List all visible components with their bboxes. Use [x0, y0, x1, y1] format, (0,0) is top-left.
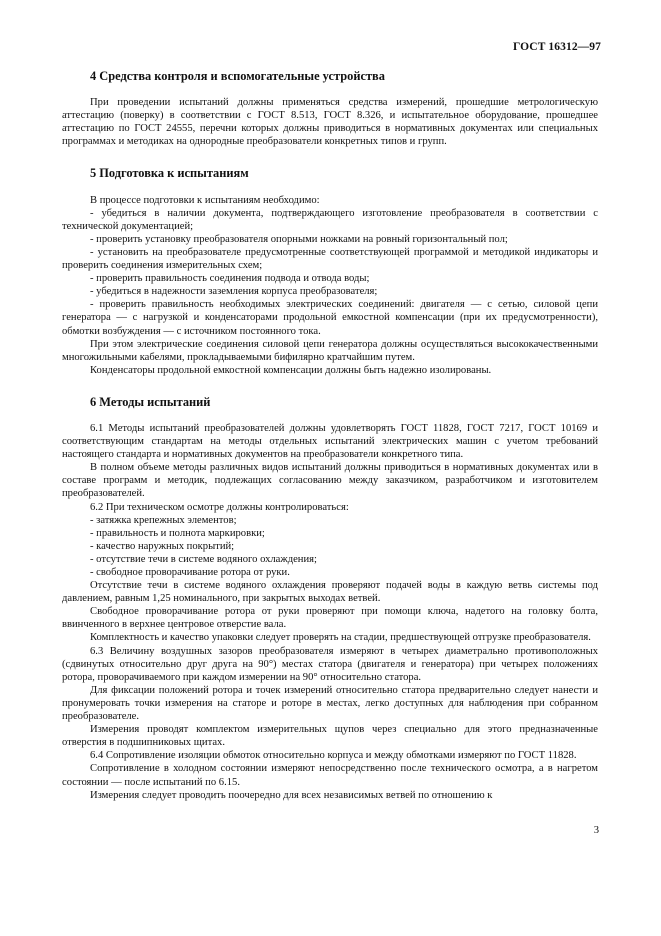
paragraph: 6.1 Методы испытаний преобразователей должны удовлетворять ГОСТ 11828, ГОСТ 7217, ГОСТ 10169 и соответствующим стандартам на методы отдельных испытаний электрических машин с учетом требований настоящего стандарта и нормативных документов на преобразователи конкретного типа.	[62, 422, 598, 461]
paragraph: При проведении испытаний должны применяться средства измерений, прошедшие метрологическую аттестацию (поверку) в соответствии с ГОСТ 8.513, ГОСТ 8.326, и испытательное оборудование, прошедшее аттестацию по ГОСТ 24555, перечни которых должны приводиться в нормативных документах или специальных программах и методиках на однородные преобразователи конкретных типов и групп.	[62, 97, 598, 148]
section-6-body	[62, 422, 598, 802]
list-item: - проверить правильность необходимых электрических соединений: двигателя — с сетью, силовой цепи генератора — с нагрузкой и конденсаторами продольной емкостной компенсации (при их предусмотренности), обмотки возбуждения — с источником постоянного тока.	[62, 299, 598, 337]
list-item: - убедиться в надежности заземления корпуса преобразователя;	[90, 286, 378, 298]
paragraph: Конденсаторы продольной емкостной компенсации должны быть надежно изолированы.	[90, 364, 492, 376]
page-number: 3	[593, 825, 599, 836]
section-6-title: 6 Методы испытаний	[90, 394, 211, 409]
list-item: - затяжка крепежных элементов;	[90, 514, 237, 526]
paragraph: При этом электрические соединения силовой цепи генератора должны осуществляться высококачественными многожильными кабелями, прокладываемыми бифилярно кратчайшим путем.	[62, 338, 598, 363]
section-4-body	[62, 96, 598, 148]
document-code: ГОСТ 16312—97	[512, 41, 601, 53]
section-4-title: 4 Средства контроля и вспомогательные устройства	[90, 69, 385, 83]
section-5-body	[62, 194, 598, 377]
paragraph: 6.3 Величину воздушных зазоров преобразователя измеряют в четырех диаметрально противоположных (сдвинутых относительно друг друга на 90°) местах статора (двигателя и генератора) при четырех положениях ротора, проворачиваемого при каждом измерении на 90° относительно статора.	[62, 645, 598, 683]
paragraph: В полном объеме методы различных видов испытаний должны приводиться в нормативных документах или в составе программ и методик, подлежащих согласованию между заказчиком, разработчиком и изготовителем преобразователей.	[62, 462, 598, 500]
section-5-title: 5 Подготовка к испытаниям	[90, 166, 249, 181]
page-content	[62, 70, 598, 802]
paragraph: 6.4 Сопротивление изоляции обмоток относительно корпуса и между обмотками измеряют по ГОСТ 11828.	[90, 750, 577, 762]
list-item: - проверить установку преобразователя опорными ножками на ровный горизонтальный пол;	[90, 233, 508, 245]
paragraph: Измерения следует проводить поочередно для всех независимых ветвей по отношению к	[90, 789, 493, 801]
list-item: - свободное проворачивание ротора от руки.	[90, 567, 290, 578]
paragraph: Измерения проводят комплектом измерительных щупов через специально для этого предназначенные отверстия в подшипниковых щитах.	[62, 724, 598, 749]
list-item: - проверить правильность соединения подвода и отвода воды;	[90, 273, 370, 285]
paragraph: В процессе подготовки к испытаниям необходимо:	[90, 194, 320, 206]
paragraph: 6.2 При техническом осмотре должны контролироваться:	[90, 501, 349, 513]
list-item: - убедиться в наличии документа, подтверждающего изготовление преобразователя в соответствии с технической документацией;	[62, 207, 598, 232]
paragraph: Сопротивление в холодном состоянии измеряют непосредственно после технического осмотра, а в нагретом состоянии — после испытаний по 6.15.	[62, 763, 598, 788]
paragraph: Отсутствие течи в системе водяного охлаждения проверяют подачей воды в каждую ветвь системы под давлением, равным 1,25 номинального, при закрытых выходах ветвей.	[62, 580, 598, 605]
paragraph: Для фиксации положений ротора и точек измерений относительно статора предварительно следует нанести и пронумеровать точки измерения на статоре и роторе в местах, легко доступных для наблюдения при собранном преобразователе.	[62, 684, 598, 723]
list-item: - качество наружных покрытий;	[90, 540, 235, 552]
paragraph: Свободное проворачивание ротора от руки проверяют при помощи ключа, надетого на головку болта, ввинченного в верхнее центровое отверстие вала.	[62, 606, 598, 631]
list-item: - правильность и полнота маркировки;	[90, 527, 265, 539]
list-item: - установить на преобразователе предусмотренные соответствующей программой и методикой индикаторы и проверить соединения измерительных схем;	[62, 246, 598, 272]
paragraph: Комплектность и качество упаковки следует проверять на стадии, предшествующей отгрузке преобразователя.	[90, 632, 591, 644]
list-item: - отсутствие течи в системе водяного охлаждения;	[90, 553, 317, 565]
